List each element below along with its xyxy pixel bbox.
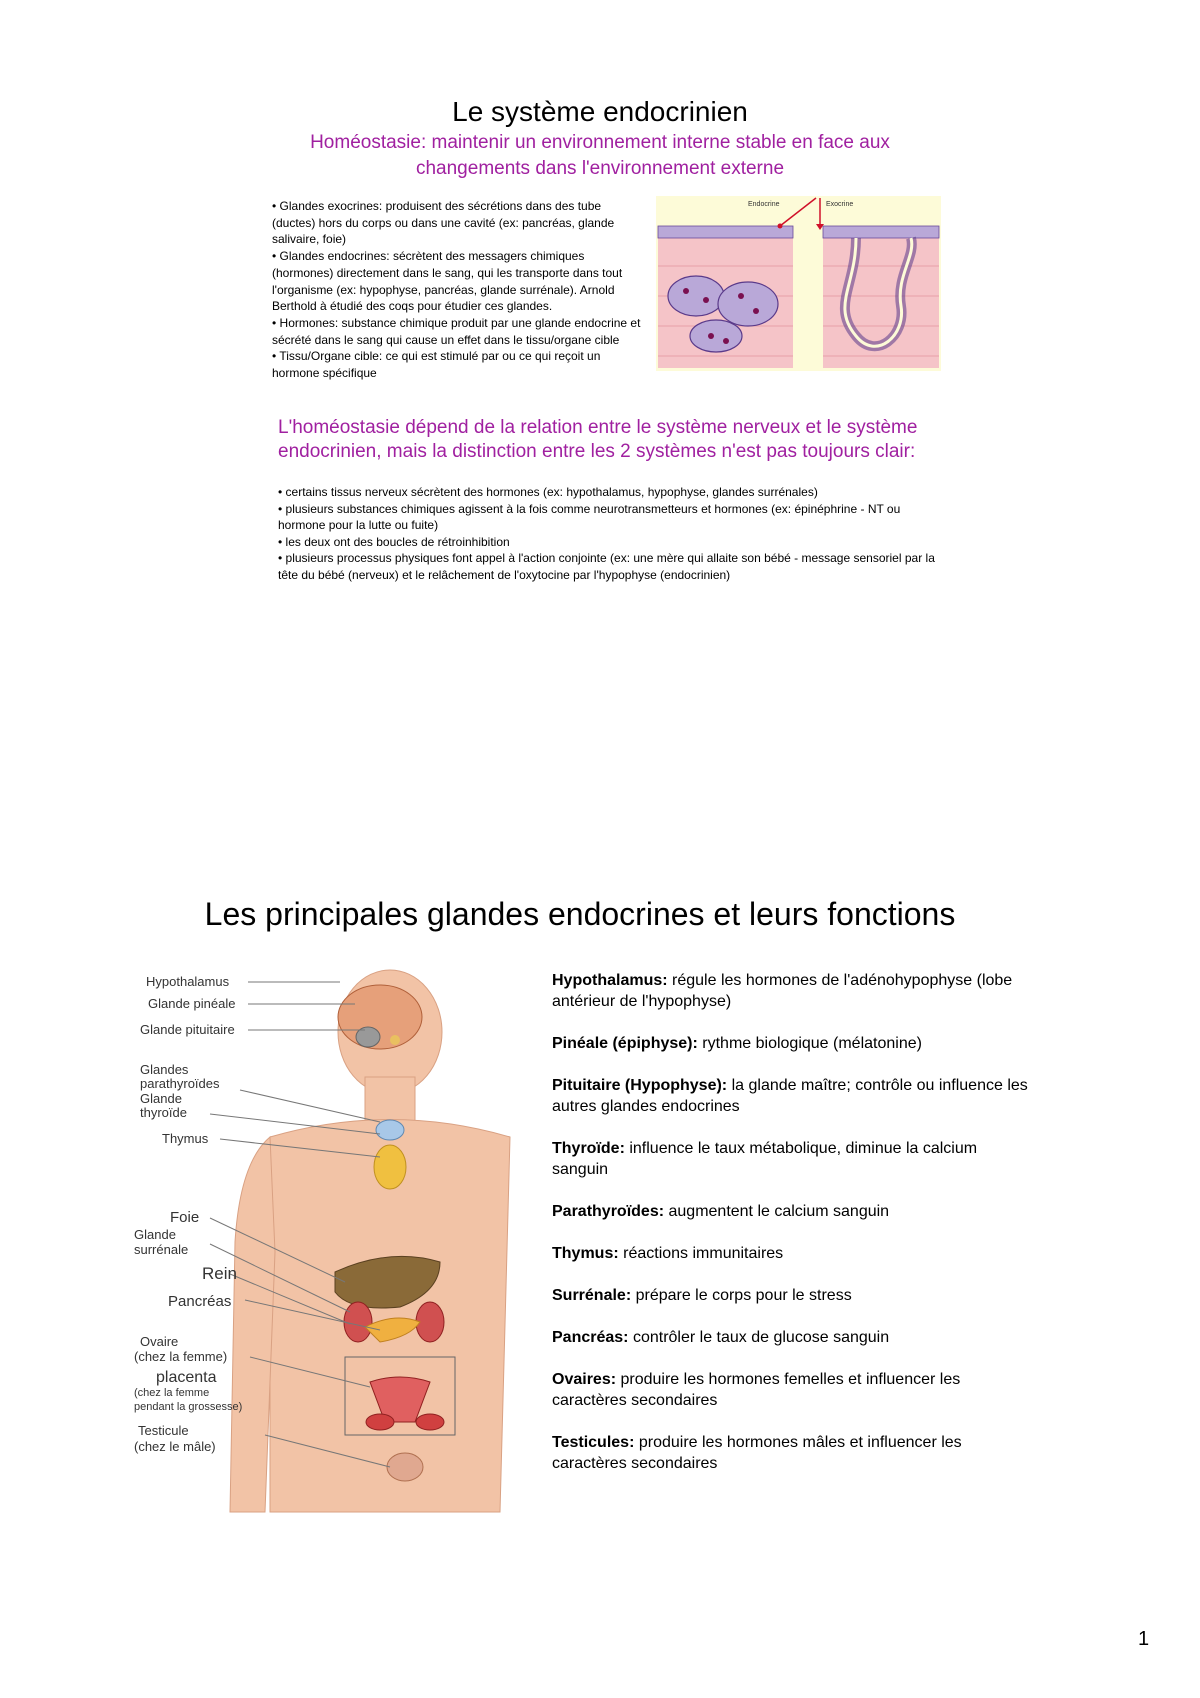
label-ovaire-1: Ovaire (140, 1334, 179, 1349)
label-testicule-2: (chez le mâle) (134, 1439, 216, 1454)
gland-name: Pinéale (épiphyse): (552, 1035, 698, 1052)
gland-desc: produire les hormones mâles et influencer les caractères secondaires (552, 1434, 962, 1472)
label-surrenale-1: Glande (134, 1227, 176, 1242)
label-placenta-1: placenta (156, 1369, 217, 1386)
label-placenta-3: pendant la grossesse) (134, 1401, 243, 1413)
label-hypothalamus: Hypothalamus (146, 974, 230, 989)
gland-desc: contrôler le taux de glucose sanguin (628, 1329, 890, 1346)
bullet-joint-action: • plusieurs processus physiques font appel à l'action conjointe (ex: une mère qui allaite son bébé - message sensoriel par la tête du bébé (nerveux) et le relâchement de l'oxytocine par l'hypophyse (endocrinien) (278, 551, 935, 582)
exocrine-label: Exocrine (826, 201, 854, 208)
endocrine-label: Endocrine (748, 201, 780, 208)
page-number: 1 (1138, 1628, 1150, 1650)
gland-thyroide (552, 1138, 1032, 1180)
gland-hypothalamus (552, 970, 1032, 1012)
endocrine-glands-figure (134, 962, 500, 1512)
label-thymus: Thymus (162, 1131, 209, 1146)
label-surrenale-2: surrénale (134, 1242, 189, 1257)
gland-pancreas (552, 1327, 1032, 1348)
label-parathyroides-1: Glandes (140, 1062, 189, 1077)
gland-parathyroides (552, 1201, 1032, 1222)
gland-name: Testicules: (552, 1434, 635, 1451)
gland-name: Parathyroïdes: (552, 1203, 665, 1220)
slide1-bullet-list (272, 198, 642, 382)
label-parathyroides-2: parathyroïdes (140, 1076, 220, 1091)
gland-name: Pituitaire (Hypophyse): (552, 1077, 728, 1094)
gland-desc: rythme biologique (mélatonine) (697, 1035, 922, 1052)
slide1-bullet-list-2 (278, 484, 938, 583)
gland-pineale (552, 1033, 1032, 1054)
label-pineale: Glande pinéale (148, 996, 236, 1011)
gland-name: Thymus: (552, 1245, 619, 1262)
gland-name: Hypothalamus: (552, 972, 668, 989)
label-pancreas: Pancréas (168, 1293, 232, 1310)
bullet-endocrine: • Glandes endocrines: sécrètent des messagers chimiques (hormones) directement dans le sang, qui les transporte dans tout l'organisme (ex: hypophyse, pancréas, glande surrénale). Arnold Berthold à étudié des coqs pour étudier ces glandes. (272, 249, 623, 314)
gland-surrenale (552, 1285, 1032, 1306)
endocrine-exocrine-figure (656, 196, 941, 371)
bullet-exocrine: • Glandes exocrines: produisent des sécrétions dans des tube (ductes) hors du corps ou dans une cavité (ex: pancréas, glande salivaire, foie) (272, 199, 615, 247)
bullet-hormones: • Hormones: substance chimique produit par une glande endocrine et sécrété dans le sang qui cause un effet dans le tissu/organe cible (272, 315, 641, 347)
label-rein: Rein (202, 1264, 237, 1283)
gland-name: Ovaires: (552, 1371, 617, 1388)
bullet-neurotransmitters: • plusieurs substances chimiques agissent à la fois comme neurotransmetteurs et hormones (ex: épinéphrine - NT ou hormone pour la lutte ou fuite) (278, 501, 901, 532)
gland-pituitaire (552, 1075, 1032, 1117)
gland-ovaires (552, 1369, 1032, 1411)
label-thyroide-2: thyroïde (140, 1105, 187, 1120)
label-foie: Foie (170, 1209, 200, 1226)
bullet-target-organ: • Tissu/Organe cible: ce qui est stimulé par ou ce qui reçoit un hormone spécifique (272, 349, 601, 381)
label-pituitaire: Glande pituitaire (140, 1022, 235, 1037)
gland-function-list (552, 970, 1032, 1495)
slide1-title: Le système endocrinien (452, 96, 748, 127)
gland-name: Pancréas: (552, 1329, 629, 1346)
slide1-note: L'homéostasie dépend de la relation entre le système nerveux et le système endocrinien, mais la distinction entre les 2 systèmes n'est pas toujours clair: (278, 417, 918, 462)
gland-testicules (552, 1432, 1032, 1474)
gland-desc: augmentent le calcium sanguin (664, 1203, 890, 1220)
label-ovaire-2: (chez la femme) (134, 1349, 228, 1364)
gland-thymus (552, 1243, 1032, 1264)
slide2-title: Les principales glandes endocrines et leurs fonctions (204, 896, 956, 932)
gland-desc: réactions immunitaires (618, 1245, 784, 1262)
gland-name: Thyroïde: (552, 1140, 625, 1157)
label-thyroide-1: Glande (140, 1091, 182, 1106)
gland-name: Surrénale: (552, 1287, 632, 1304)
gland-desc: la glande maître; contrôle ou influence les autres glandes endocrines (552, 1077, 1028, 1115)
bullet-feedback-loops: • les deux ont des boucles de rétroinhibition (278, 534, 510, 549)
gland-desc: influence le taux métabolique, diminue la calcium sanguin (552, 1140, 978, 1178)
slide1-subtitle: Homéostasie: maintenir un environnement interne stable en face aux changements dans l'environnement externe (310, 132, 890, 179)
bullet-nerve-tissue: • certains tissus nerveux sécrètent des hormones (ex: hypothalamus, hypophyse, glandes surrénales) (278, 485, 818, 499)
gland-desc: prépare le corps pour le stress (631, 1287, 852, 1304)
gland-desc: produire les hormones femelles et influencer les caractères secondaires (552, 1371, 961, 1409)
label-placenta-2: (chez la femme (134, 1387, 210, 1399)
label-testicule-1: Testicule (138, 1423, 189, 1438)
gland-desc: régule les hormones de l'adénohypophyse (lobe antérieur de l'hypophyse) (552, 972, 1013, 1010)
